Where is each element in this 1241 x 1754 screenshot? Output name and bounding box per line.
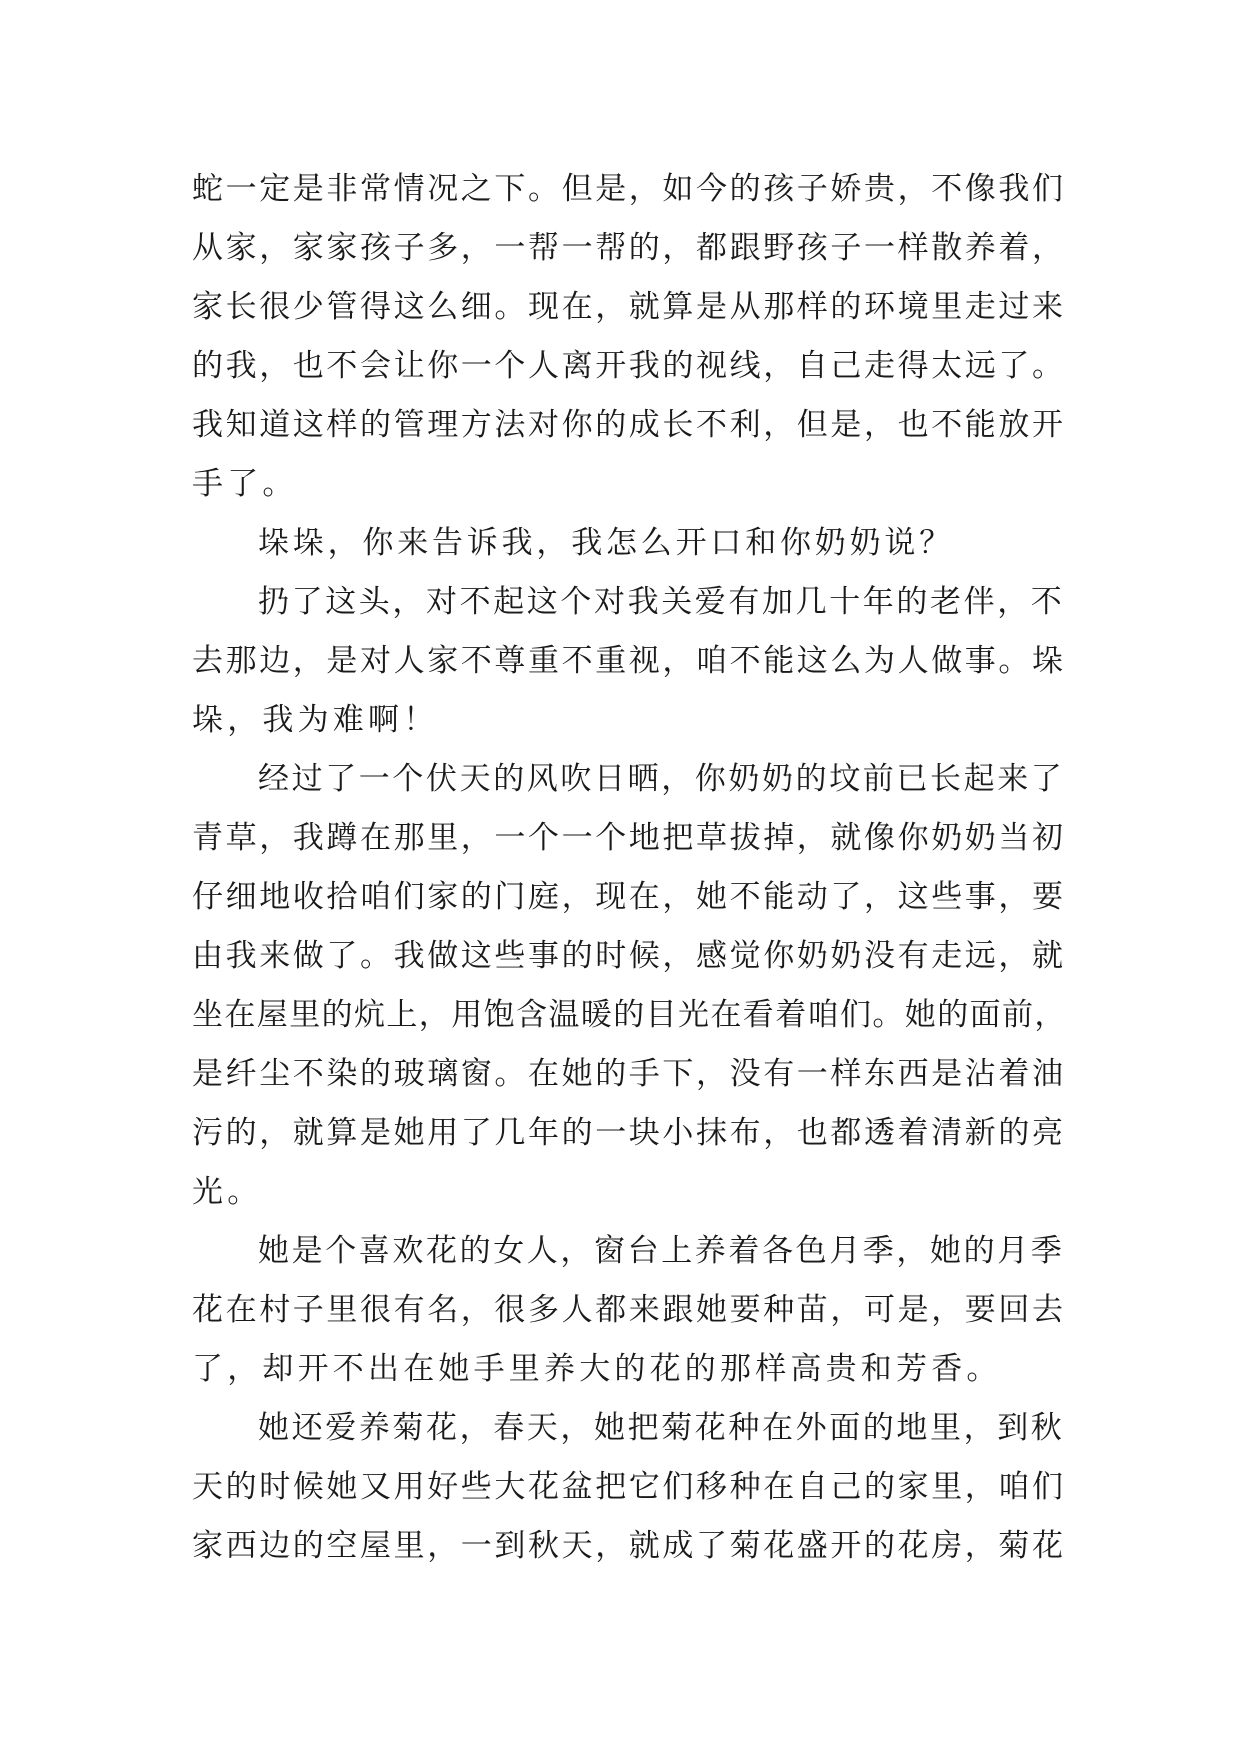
- text-line: 经过了一个伏天的风吹日晒，你奶奶的坟前已长起来了: [258, 761, 1065, 797]
- text-line: 蛇一定是非常情况之下。但是，如今的孩子娇贵，不像我们: [192, 171, 1066, 207]
- text-line: 坐在屋里的炕上，用饱含温暖的目光在看着咱们。她的面前，: [192, 997, 1067, 1033]
- paragraph: [192, 1222, 1072, 1399]
- text-line: 我知道这样的管理方法对你的成长不利，但是，也不能放开: [192, 407, 1066, 443]
- text-line: 花在村子里很有名，很多人都来跟她要种苗，可是，要回去: [192, 1292, 1066, 1328]
- paragraph: [192, 160, 1072, 514]
- text-line: 去那边，是对人家不尊重不重视，咱不能这么为人做事。垛: [192, 643, 1066, 679]
- text-line: 她还爱养菊花，春天，她把菊花种在外面的地里，到秋: [258, 1410, 1065, 1446]
- text-line: 了，却开不出在她手里养大的花的那样高贵和芳香。: [192, 1351, 1002, 1387]
- text-line: 仔细地收拾咱们家的门庭，现在，她不能动了，这些事，要: [192, 879, 1066, 915]
- paragraph: [192, 573, 1072, 750]
- text-line: 家长很少管得这么细。现在，就算是从那样的环境里走过来: [192, 289, 1066, 325]
- text-line: 的我，也不会让你一个人离开我的视线，自己走得太远了。: [192, 348, 1066, 384]
- paragraph: [192, 750, 1072, 1222]
- text-line: 扔了这头，对不起这个对我关爱有加几十年的老伴，不: [258, 584, 1065, 620]
- paragraph: [192, 1399, 1072, 1576]
- text-line: 家西边的空屋里，一到秋天，就成了菊花盛开的花房，菊花: [192, 1528, 1066, 1564]
- text-line: 手了。: [192, 466, 298, 502]
- text-line: 青草，我蹲在那里，一个一个地把草拔掉，就像你奶奶当初: [192, 820, 1066, 856]
- text-line: 垛垛，你来告诉我，我怎么开口和你奶奶说？: [258, 525, 954, 561]
- text-line: 污的，就算是她用了几年的一块小抹布，也都透着清新的亮: [192, 1115, 1066, 1151]
- text-line: 是纤尘不染的玻璃窗。在她的手下，没有一样东西是沾着油: [192, 1056, 1066, 1092]
- text-line: 光。: [192, 1174, 263, 1210]
- text-line: 垛，我为难啊！: [192, 702, 439, 738]
- text-line: 她是个喜欢花的女人，窗台上养着各色月季，她的月季: [258, 1233, 1065, 1269]
- text-line: 由我来做了。我做这些事的时候，感觉你奶奶没有走远，就: [192, 938, 1066, 974]
- text-line: 天的时候她又用好些大花盆把它们移种在自己的家里，咱们: [192, 1469, 1066, 1505]
- text-line: 从家，家家孩子多，一帮一帮的，都跟野孩子一样散养着，: [192, 230, 1066, 266]
- body-text: [192, 160, 1072, 1576]
- paragraph: [192, 514, 1072, 573]
